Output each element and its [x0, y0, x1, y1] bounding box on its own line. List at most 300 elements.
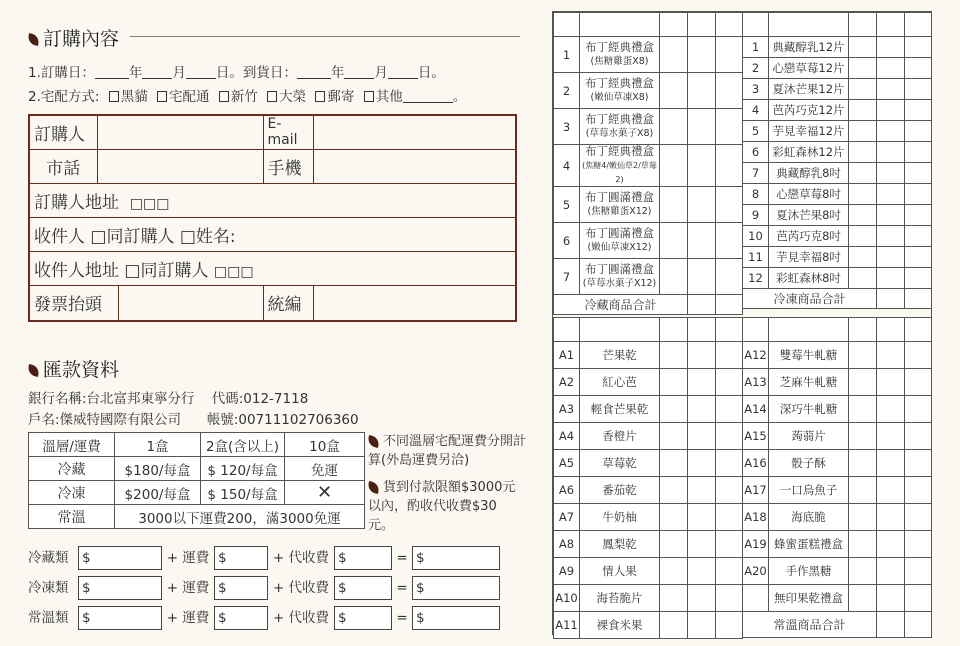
- shipping-input[interactable]: $: [214, 576, 268, 600]
- delivery-method-line: 2.宅配方式: 黑貓 宅配通 新竹 大榮 郵寄 其他 。: [28, 89, 467, 105]
- qty-cell[interactable]: [688, 342, 716, 369]
- product-name: [580, 187, 660, 223]
- price-cell[interactable]: [660, 37, 688, 73]
- price-cell[interactable]: [849, 268, 877, 289]
- other-blank[interactable]: [403, 91, 453, 103]
- mobile-label: 手機: [263, 149, 313, 183]
- col-header: 編號: [743, 13, 769, 37]
- product-row: [554, 369, 743, 396]
- checkbox[interactable]: [219, 91, 229, 102]
- price-cell[interactable]: [849, 477, 877, 504]
- price-cell[interactable]: [849, 205, 877, 226]
- col-header: 金額: [716, 13, 743, 37]
- total-cell[interactable]: [905, 612, 932, 638]
- col-header: 冷藏商品: [580, 13, 660, 37]
- product-row: [554, 558, 743, 585]
- rate-header: 2盒(含以上): [201, 433, 285, 457]
- col-header: 冷凍商品: [769, 13, 849, 37]
- amount-cell[interactable]: [905, 504, 932, 531]
- product-number: 2: [743, 58, 769, 79]
- ambient-left-table: [553, 317, 743, 639]
- product-row: [743, 37, 932, 58]
- amount-cell[interactable]: [716, 450, 743, 477]
- qty-cell[interactable]: [877, 121, 905, 142]
- amount-cell[interactable]: [716, 558, 743, 585]
- product-name: [769, 342, 849, 369]
- qty-cell[interactable]: [688, 558, 716, 585]
- qty-cell[interactable]: [877, 79, 905, 100]
- ambient-total-label: 常溫商品合計: [743, 612, 877, 638]
- product-name: [769, 477, 849, 504]
- rate-cell: $180/每盒: [115, 457, 201, 481]
- total-input[interactable]: $: [412, 546, 500, 570]
- product-name-text: 深巧牛軋糖: [779, 401, 838, 416]
- product-name-text: 心戀草莓8吋: [776, 186, 841, 201]
- product-name-text: 情人果: [602, 563, 637, 578]
- amount-cell[interactable]: [716, 612, 743, 639]
- qty-cell[interactable]: [688, 145, 716, 187]
- product-name-text: 裸食米果: [596, 617, 643, 632]
- qty-cell[interactable]: [877, 504, 905, 531]
- product-row: [743, 184, 932, 205]
- price-cell[interactable]: [849, 163, 877, 184]
- amount-cell[interactable]: [716, 187, 743, 223]
- price-cell[interactable]: [660, 187, 688, 223]
- product-name-text: 布丁經典禮盒: [585, 112, 654, 126]
- amount-cell[interactable]: [905, 142, 932, 163]
- price-cell[interactable]: [660, 477, 688, 504]
- col-header: 數量: [877, 13, 905, 37]
- product-name-text: 芝麻牛軋糖: [779, 374, 838, 389]
- product-row: [554, 477, 743, 504]
- qty-cell[interactable]: [877, 585, 905, 612]
- qty-cell[interactable]: [877, 268, 905, 289]
- amount-input[interactable]: $: [78, 546, 162, 570]
- product-name: [580, 145, 660, 187]
- price-cell[interactable]: [849, 184, 877, 205]
- price-cell[interactable]: [660, 223, 688, 259]
- amount-cell[interactable]: [905, 58, 932, 79]
- price-cell[interactable]: [660, 558, 688, 585]
- col-header: 數量: [688, 318, 716, 342]
- mobile-field[interactable]: [313, 149, 516, 183]
- rate-cell: $ 150/每盒: [201, 481, 285, 505]
- price-cell[interactable]: [849, 585, 877, 612]
- qty-cell[interactable]: [688, 396, 716, 423]
- price-cell[interactable]: [849, 369, 877, 396]
- amount-cell[interactable]: [716, 423, 743, 450]
- fee-input[interactable]: $: [334, 546, 392, 570]
- qty-cell[interactable]: [877, 58, 905, 79]
- phone-label: 市話: [29, 149, 97, 183]
- arrive-day-blank[interactable]: [388, 67, 418, 79]
- qty-cell[interactable]: [688, 504, 716, 531]
- qty-cell[interactable]: [688, 109, 716, 145]
- price-cell[interactable]: [849, 450, 877, 477]
- qty-cell[interactable]: [877, 396, 905, 423]
- col-header: 數量: [688, 13, 716, 37]
- product-name-text: 典藏醇乳12片: [772, 39, 845, 54]
- price-cell[interactable]: [660, 73, 688, 109]
- product-number: A19: [743, 531, 769, 558]
- qty-cell[interactable]: [877, 342, 905, 369]
- leaf-icon: [367, 435, 380, 448]
- product-row: [743, 477, 932, 504]
- product-name-text: 番茄乾: [602, 482, 637, 497]
- col-header: 編號: [554, 13, 580, 37]
- qty-cell[interactable]: [877, 247, 905, 268]
- product-subtitle: (焦糖4/嫩仙草2/草莓2): [582, 161, 657, 184]
- qty-cell[interactable]: [688, 187, 716, 223]
- price-cell[interactable]: [849, 423, 877, 450]
- price-cell[interactable]: [660, 450, 688, 477]
- product-name: [580, 259, 660, 295]
- price-cell[interactable]: [660, 259, 688, 295]
- rate-header: 10盒: [285, 433, 365, 457]
- product-row: [554, 396, 743, 423]
- buyer-address-row[interactable]: 訂購人地址 □□□: [29, 183, 516, 217]
- email-label: E-mail: [263, 115, 313, 149]
- product-row: [743, 504, 932, 531]
- product-name: [769, 531, 849, 558]
- price-cell[interactable]: [849, 531, 877, 558]
- fee-input[interactable]: $: [334, 576, 392, 600]
- product-panel: [552, 11, 932, 635]
- total-cell[interactable]: [877, 612, 905, 638]
- col-header: 常溫商品: [769, 318, 849, 342]
- product-number: 5: [554, 187, 580, 223]
- product-name-text: 一口烏魚子: [779, 482, 838, 497]
- leaf-icon: [27, 364, 40, 377]
- product-name: [769, 79, 849, 100]
- price-cell[interactable]: [660, 369, 688, 396]
- product-row: [554, 73, 743, 109]
- calc-row: 冷藏類 $ + 運費 $ + 代收費 $ = $: [28, 546, 500, 576]
- product-row: [554, 423, 743, 450]
- day-blank[interactable]: [186, 67, 216, 79]
- product-name: [769, 58, 849, 79]
- bank-line: 銀行名稱:台北富邦東寧分行 代碼:012-7118: [28, 391, 309, 407]
- amount-cell[interactable]: [905, 247, 932, 268]
- product-name: [580, 558, 660, 585]
- rate-cell: $ 120/每盒: [201, 457, 285, 481]
- product-row: [554, 187, 743, 223]
- price-cell[interactable]: [849, 37, 877, 58]
- rate-cell: 3000以下運費200，滿3000免運: [115, 505, 365, 529]
- product-number: 3: [554, 109, 580, 145]
- price-cell[interactable]: [660, 531, 688, 558]
- qty-cell[interactable]: [688, 450, 716, 477]
- amount-cell[interactable]: [905, 531, 932, 558]
- qty-cell[interactable]: [877, 226, 905, 247]
- product-name-text: 骰子酥: [791, 455, 826, 470]
- qty-cell[interactable]: [877, 477, 905, 504]
- qty-cell[interactable]: [877, 142, 905, 163]
- product-name-text: 蜂蜜蛋糕禮盒: [774, 536, 843, 551]
- product-number: 11: [743, 247, 769, 268]
- amount-input[interactable]: $: [78, 576, 162, 600]
- year-blank[interactable]: [95, 67, 129, 79]
- price-cell[interactable]: [849, 142, 877, 163]
- arrive-month-blank[interactable]: [344, 67, 374, 79]
- product-name-text: 布丁圓滿禮盒: [585, 262, 654, 276]
- price-cell[interactable]: [660, 504, 688, 531]
- product-subtitle: (草莓水菓子X8): [585, 128, 654, 139]
- product-name-text: 牛奶柚: [602, 509, 637, 524]
- qty-cell[interactable]: [688, 259, 716, 295]
- product-number: 12: [743, 268, 769, 289]
- qty-cell[interactable]: [688, 585, 716, 612]
- amount-cell[interactable]: [716, 342, 743, 369]
- product-name: [769, 268, 849, 289]
- amount-cell[interactable]: [716, 223, 743, 259]
- price-cell[interactable]: [660, 423, 688, 450]
- product-number: 6: [743, 142, 769, 163]
- amount-cell[interactable]: [716, 585, 743, 612]
- total-cell[interactable]: [716, 295, 743, 315]
- product-number: A9: [554, 558, 580, 585]
- product-number: 8: [743, 184, 769, 205]
- price-cell[interactable]: [660, 396, 688, 423]
- price-cell[interactable]: [849, 247, 877, 268]
- product-name-text: 心戀草莓12片: [772, 60, 845, 75]
- amount-cell[interactable]: [905, 100, 932, 121]
- product-number: 9: [743, 205, 769, 226]
- amount-cell[interactable]: [905, 585, 932, 612]
- product-number: 1: [554, 37, 580, 73]
- product-number: 6: [554, 223, 580, 259]
- qty-cell[interactable]: [688, 73, 716, 109]
- product-number: A2: [554, 369, 580, 396]
- checkbox[interactable]: [267, 91, 277, 102]
- amount-cell[interactable]: [716, 259, 743, 295]
- amount-cell[interactable]: [905, 477, 932, 504]
- total-cell[interactable]: [688, 295, 716, 315]
- checkbox[interactable]: [315, 91, 325, 102]
- product-name: [769, 121, 849, 142]
- product-name: [769, 37, 849, 58]
- rate-label-chilled: 冷藏: [29, 457, 115, 481]
- amount-cell[interactable]: [905, 226, 932, 247]
- amount-input[interactable]: $: [78, 606, 162, 630]
- amount-cell[interactable]: [905, 423, 932, 450]
- qty-cell[interactable]: [877, 558, 905, 585]
- qty-cell[interactable]: [688, 477, 716, 504]
- month-blank[interactable]: [142, 67, 172, 79]
- product-name-text: 布丁經典禮盒: [585, 76, 654, 90]
- amount-cell[interactable]: [905, 37, 932, 58]
- amount-cell[interactable]: [905, 268, 932, 289]
- col-header: 單價: [849, 13, 877, 37]
- chilled-table: [553, 12, 743, 315]
- email-field[interactable]: [313, 115, 516, 149]
- product-name-text: 典藏醇乳8吋: [776, 165, 841, 180]
- amount-cell[interactable]: [905, 342, 932, 369]
- qty-cell[interactable]: [688, 612, 716, 639]
- product-row: [554, 531, 743, 558]
- product-name-text: 雙莓牛軋糖: [779, 347, 838, 362]
- product-name-text: 蒟蒻片: [791, 428, 826, 443]
- amount-cell[interactable]: [716, 37, 743, 73]
- amount-cell[interactable]: [716, 396, 743, 423]
- phone-field[interactable]: [97, 149, 263, 183]
- product-number: A1: [554, 342, 580, 369]
- product-subtitle: (嫩仙草凍X12): [587, 242, 652, 253]
- total-cell[interactable]: [877, 289, 905, 309]
- col-header: 金額: [905, 318, 932, 342]
- qty-cell[interactable]: [877, 37, 905, 58]
- amount-cell[interactable]: [716, 109, 743, 145]
- qty-cell[interactable]: [688, 37, 716, 73]
- qty-cell[interactable]: [877, 163, 905, 184]
- product-row: [743, 423, 932, 450]
- price-cell[interactable]: [660, 145, 688, 187]
- product-name: [580, 223, 660, 259]
- receiver-row[interactable]: 收件人 □同訂購人 □姓名:: [29, 217, 516, 251]
- product-number: 3: [743, 79, 769, 100]
- qty-cell[interactable]: [688, 423, 716, 450]
- product-subtitle: (嫩仙草凍X8): [590, 92, 649, 103]
- amount-cell[interactable]: [716, 504, 743, 531]
- price-cell[interactable]: [849, 58, 877, 79]
- product-name: [769, 184, 849, 205]
- product-name: [769, 205, 849, 226]
- amount-cell[interactable]: [716, 73, 743, 109]
- amount-cell[interactable]: [905, 558, 932, 585]
- amount-cell[interactable]: [716, 531, 743, 558]
- product-name-text: 布丁圓滿禮盒: [585, 226, 654, 240]
- qty-cell[interactable]: [688, 369, 716, 396]
- product-name-text: 彩虹森林12片: [772, 144, 845, 159]
- col-header: 金額: [716, 318, 743, 342]
- product-row: [554, 37, 743, 73]
- qty-cell[interactable]: [877, 184, 905, 205]
- qty-cell[interactable]: [688, 223, 716, 259]
- calc-area: [28, 546, 500, 636]
- rate-header: 1盒: [115, 433, 201, 457]
- amount-cell[interactable]: [905, 79, 932, 100]
- product-name-text: 芭芮巧克8吋: [776, 228, 841, 243]
- checkbox[interactable]: [109, 91, 119, 102]
- invoice-field[interactable]: [118, 286, 263, 320]
- product-number: A15: [743, 423, 769, 450]
- price-cell[interactable]: [849, 79, 877, 100]
- product-number: 2: [554, 73, 580, 109]
- qty-cell[interactable]: [877, 450, 905, 477]
- amount-cell[interactable]: [716, 477, 743, 504]
- price-cell[interactable]: [849, 226, 877, 247]
- divider: [130, 36, 520, 37]
- cross-icon: ✕: [285, 481, 365, 505]
- qty-cell[interactable]: [688, 531, 716, 558]
- price-cell[interactable]: [849, 558, 877, 585]
- amount-cell[interactable]: [905, 205, 932, 226]
- product-name-text: 芋見幸福8吋: [776, 249, 841, 264]
- qty-cell[interactable]: [877, 423, 905, 450]
- product-name: [769, 423, 849, 450]
- product-row: [743, 163, 932, 184]
- amount-cell[interactable]: [905, 121, 932, 142]
- price-cell[interactable]: [660, 109, 688, 145]
- total-cell[interactable]: [905, 289, 932, 309]
- price-cell[interactable]: [849, 342, 877, 369]
- total-input[interactable]: $: [412, 606, 500, 630]
- product-number: 7: [554, 259, 580, 295]
- amount-cell[interactable]: [905, 396, 932, 423]
- product-number: A6: [554, 477, 580, 504]
- amount-cell[interactable]: [905, 369, 932, 396]
- qty-cell[interactable]: [877, 531, 905, 558]
- product-number: 10: [743, 226, 769, 247]
- arrive-year-blank[interactable]: [297, 67, 331, 79]
- col-header: 常溫商品: [580, 318, 660, 342]
- product-number: A8: [554, 531, 580, 558]
- product-number: A17: [743, 477, 769, 504]
- price-cell[interactable]: [849, 396, 877, 423]
- price-cell[interactable]: [849, 100, 877, 121]
- qty-cell[interactable]: [877, 369, 905, 396]
- amount-cell[interactable]: [905, 450, 932, 477]
- product-number: A14: [743, 396, 769, 423]
- amount-cell[interactable]: [905, 163, 932, 184]
- receiver-address-row[interactable]: 收件人地址 □同訂購人 □□□: [29, 251, 516, 285]
- shipping-input[interactable]: $: [214, 606, 268, 630]
- qty-cell[interactable]: [877, 100, 905, 121]
- product-name: [769, 396, 849, 423]
- product-number: 7: [743, 163, 769, 184]
- product-name: [769, 163, 849, 184]
- product-row: [743, 247, 932, 268]
- amount-cell[interactable]: [716, 145, 743, 187]
- payment-heading: 匯款資料: [28, 355, 119, 382]
- price-cell[interactable]: [660, 342, 688, 369]
- price-cell[interactable]: [660, 612, 688, 639]
- total-input[interactable]: $: [412, 576, 500, 600]
- buyer-label: 訂購人: [29, 115, 97, 149]
- product-row: [554, 342, 743, 369]
- product-subtitle: (草莓水菓子X12): [582, 278, 657, 289]
- col-header: 金額: [905, 13, 932, 37]
- price-cell[interactable]: [849, 121, 877, 142]
- product-number: A7: [554, 504, 580, 531]
- product-row: [743, 268, 932, 289]
- product-row: [743, 531, 932, 558]
- product-name-text: 無印果乾禮盒: [774, 590, 843, 605]
- amount-cell[interactable]: [905, 184, 932, 205]
- frozen-table: [742, 12, 932, 309]
- price-cell[interactable]: [849, 504, 877, 531]
- product-name-text: 手作黑糖: [785, 563, 832, 578]
- product-number: [743, 585, 769, 612]
- checkbox[interactable]: [364, 91, 374, 102]
- qty-cell[interactable]: [877, 205, 905, 226]
- invoice-label: 發票抬頭: [30, 286, 118, 320]
- leaf-icon: [27, 33, 40, 46]
- invoice-cell: [29, 285, 263, 321]
- fee-input[interactable]: $: [334, 606, 392, 630]
- buyer-field[interactable]: [97, 115, 263, 149]
- tax-id-label: 統編: [263, 285, 313, 321]
- col-header: 單價: [660, 13, 688, 37]
- checkbox[interactable]: [157, 91, 167, 102]
- amount-cell[interactable]: [716, 369, 743, 396]
- product-row: [743, 205, 932, 226]
- product-name: [580, 477, 660, 504]
- tax-id-field[interactable]: [313, 285, 516, 321]
- shipping-input[interactable]: $: [214, 546, 268, 570]
- product-number: A20: [743, 558, 769, 585]
- price-cell[interactable]: [660, 585, 688, 612]
